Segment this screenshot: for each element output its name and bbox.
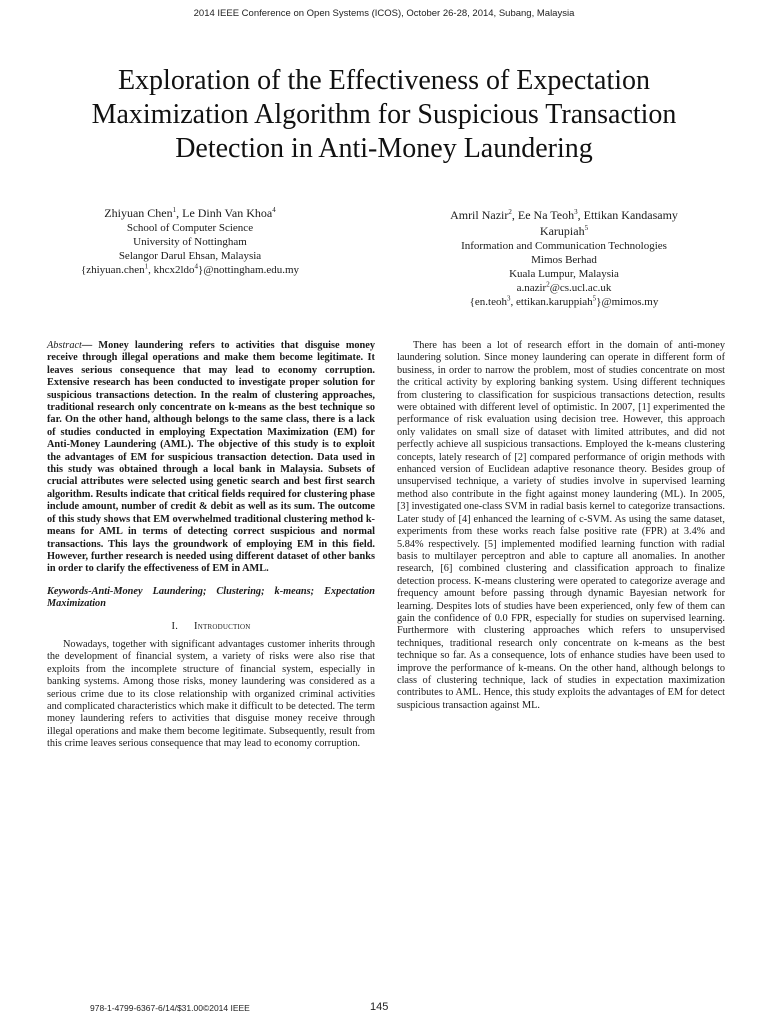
email-index: 3 bbox=[507, 294, 511, 303]
author-names-right-cont bbox=[398, 223, 730, 239]
author-email bbox=[398, 281, 730, 295]
intro-paragraph-right: There has been a lot of research effort in the domain of anti-money laundering solution. Since money laundering can operate in different form of business, in order to narrow the problem, most of studies concentrate on most the critical activity by exploring banking system. Using different techniques from clustering to classification for suspicious transactions detection, results were obtained with different level of optimistic. In 2007, [1] experimented the performance of risk evaluation using decision tree. However, this approach only validates on small size of dataset with limited attributes, and did not perfectly achieve all suspicious transactions. Employed the k-means clustering concepts, lately research of [2] compared performance of origin methods with enhanced version of Euclidean adaptive resonance theory. Besides group of unsupervised technique, a variety of studies involve in supervised learning method also contribute in the fight against money laundering (ML). In 2005, [3] investigated one-class SVM in radial basis kernel to categorize transactions. Later study of [4] enhanced the learning of c-SVM. As using the same dataset, experiments from these works reach false positive rate (FPR) at 3.4% and 5.84% respectively. [5] implemented modified learning function with radial basis to multilayer perceptron and able to capture all anomalies. In another research, [6] combined clustering and classification approach to finalize detection process. K-means clustering were operated to categorize average and frequency amount before passing through dynamic Bayesian network for learning. Despites lots of studies have been experienced, only few of them can gain the confidence of 0.0 FPR, especially for studies on supervised learning. Furthermore with clustering approaches which refers to unsupervised techniques, traditional research only concentrate on k-means as the best technique so far. As a consequence, lots of enhance studies have been used to improve the performance of k-means. On the other hand, although belongs to class of clustering technique, lack of studies in expectation maximization contributes to AML. Hence, this study exploits the advantages of EM for detect suspicious transaction against ML. bbox=[397, 340, 725, 711]
email-index: 1 bbox=[144, 262, 149, 271]
email-text: }@nottingham.edu.my bbox=[198, 264, 300, 276]
affiliation-line: Information and Communication Technologies bbox=[461, 240, 667, 252]
conference-header: 2014 IEEE Conference on Open Systems (ICOS), October 26-28, 2014, Subang, Malaysia bbox=[193, 8, 575, 19]
author-name: Le Dinh Van Khoa bbox=[182, 206, 273, 220]
author-index: 4 bbox=[272, 206, 276, 214]
email-text: a.nazir bbox=[516, 282, 547, 294]
author-name: Zhiyuan Chen bbox=[104, 206, 173, 220]
section-number: I. bbox=[171, 620, 179, 632]
email-text: , khcx2ldo bbox=[148, 264, 195, 276]
page-number: 145 bbox=[370, 1001, 389, 1013]
author-name: Karupiah bbox=[539, 224, 585, 238]
author-name: Ettikan Kandasamy bbox=[583, 208, 678, 222]
author-index: 2 bbox=[508, 208, 512, 216]
email-text: {en.teoh bbox=[469, 296, 507, 308]
author-separator: , bbox=[176, 206, 183, 220]
author-index: 1 bbox=[172, 206, 177, 214]
paper-title: Exploration of the Effectiveness of Expectation Maximization Algorithm for Suspicious Transaction Detection in Anti-Money Laundering bbox=[91, 65, 677, 164]
email-text: @cs.ucl.ac.uk bbox=[549, 282, 612, 294]
abstract bbox=[47, 340, 375, 576]
author-index: 5 bbox=[584, 224, 589, 232]
left-column bbox=[47, 340, 375, 751]
affiliation-line: Kuala Lumpur, Malaysia bbox=[509, 268, 619, 280]
affiliation-line: Selangor Darul Ehsan, Malaysia bbox=[118, 250, 262, 262]
abstract-body: — Money laundering refers to activities that disguise money receive through illegal operations and make them become legitimate. It leaves serious consequence that may lead to economy corruption. Extensive research has been conducted to investigate proper solution for suspicious transactions detection. In the realm of clustering approaches, traditional research only concentrate on k-means as the best technique so far. On the other hand, although belongs to the same class, there is a lack of studies conducted in employing Expectation Maximization (EM) for Anti-Money Laundering (AML). The objective of this study is to exploit the advantages of EM for suspicious transaction detection. Data used in this study was obtained through a local bank in Malaysia. Subsets of crucial attributes were selected using genetic search and best first search algorithm. Results indicate that critical fields required for clustering phase include amount, number of credit & debit as well as its sum. The outcome of this study shows that EM overwhelmed traditional clustering method k-means for AML in terms of detecting correct suspicious and normal transactions. This lays the groundwork of employing EM in this field. However, further research is needed using different dataset of other banks in order to clarify the effectiveness of EM in AML. bbox=[47, 340, 375, 575]
author-names-right: Amril Nazir$^2$, Ee Na Teoh$^3$, Ettikan Kandasamy bbox=[450, 208, 678, 222]
email-index: 2 bbox=[546, 280, 550, 289]
email-text: , ettikan.karuppiah bbox=[510, 296, 593, 308]
affiliation-line: University of Nottingham bbox=[133, 236, 247, 248]
author-email bbox=[398, 295, 730, 309]
email-text: }@mimos.my bbox=[596, 296, 659, 308]
abstract-lead: Abstract bbox=[47, 340, 82, 351]
email-text: {zhiyuan.chen bbox=[80, 264, 145, 276]
author-block-left bbox=[40, 205, 340, 277]
author-name: Ee Na Teoh bbox=[517, 208, 575, 222]
email-index: 4 bbox=[194, 262, 199, 271]
right-column bbox=[397, 340, 725, 712]
author-email bbox=[40, 263, 340, 277]
intro-paragraph-left: Nowadays, together with significant advantages customer inherits through the development of financial system, a variety of risks were also rise that exploits from the incomplete structure of financial system, especially in banking systems. Among those risks, money laundering was considered as a serious crime due to its close relationship with organized criminal activities and complicated characteristics which make it difficult to be detected. The term money laundering refers to activities that disguise money receive through illegal operations and make them become legitimate. Subsequently, result from this crime leaves serious consequence that may lead to economy corruption. bbox=[47, 638, 375, 750]
affiliation-line: School of Computer Science bbox=[126, 222, 254, 234]
author-name: Amril Nazir bbox=[450, 208, 509, 222]
email-index: 5 bbox=[592, 294, 597, 303]
author-index: 3 bbox=[574, 208, 578, 216]
section-heading bbox=[47, 621, 375, 633]
keywords: Keywords-Anti-Money Laundering; Clustering; k-means; Expectation Maximization bbox=[47, 585, 375, 610]
copyright-footer: 978-1-4799-6367-6/14/$31.00©2014 IEEE bbox=[90, 1003, 250, 1013]
section-title: Introduction bbox=[194, 620, 251, 632]
author-names-left bbox=[40, 205, 340, 221]
affiliation-line: Mimos Berhad bbox=[531, 254, 597, 266]
author-block-right bbox=[398, 207, 730, 309]
